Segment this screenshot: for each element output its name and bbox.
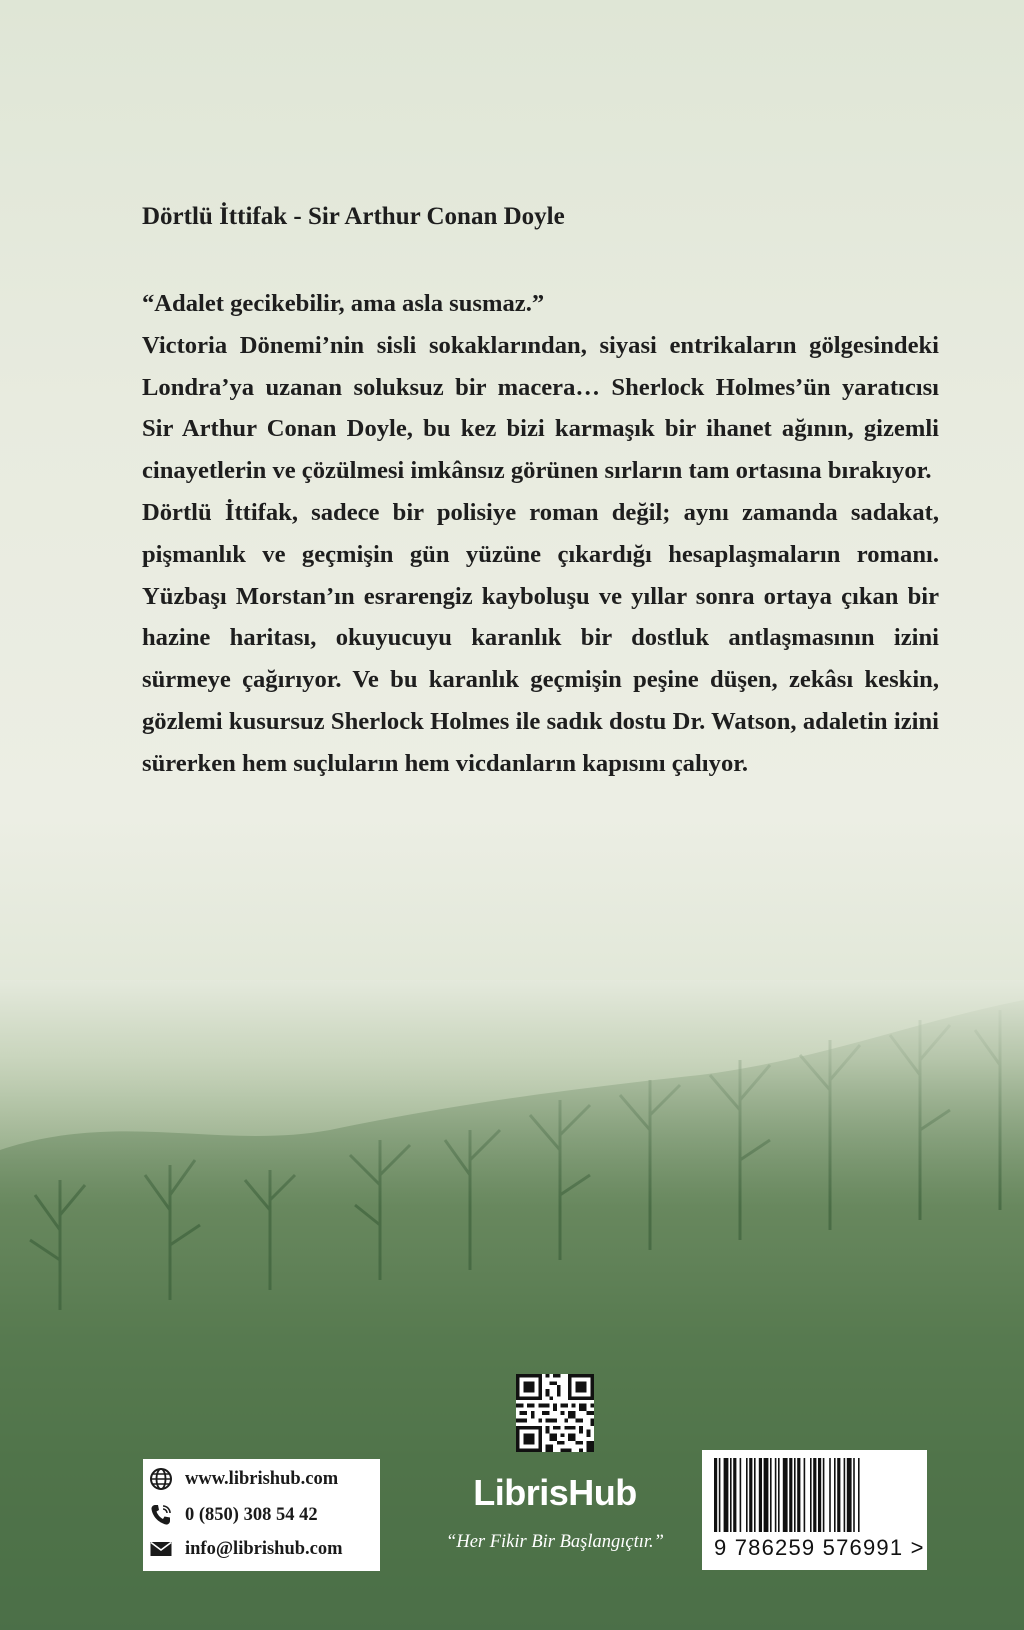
book-title-author: Dörtlü İttifak - Sir Arthur Conan Doyle (142, 203, 565, 230)
barcode-bar (733, 1458, 736, 1532)
barcode-bar (818, 1458, 821, 1532)
barcode-bar (810, 1458, 812, 1532)
barcode-bar (813, 1458, 816, 1532)
barcode-bar (783, 1458, 788, 1532)
barcode-bar (837, 1458, 840, 1532)
barcode-bar (749, 1458, 752, 1532)
barcode-bar (858, 1458, 860, 1532)
barcode-bar (844, 1458, 846, 1532)
barcode-bar (797, 1458, 800, 1532)
barcode-bar (789, 1458, 792, 1532)
publisher-contact-box (143, 1459, 380, 1571)
contact-email: info@librishub.com (185, 1538, 343, 1559)
publisher-logo: LibrisHub (473, 1472, 637, 1513)
barcode-bar (823, 1458, 825, 1532)
barcode-bar (754, 1458, 756, 1532)
barcode-bar (834, 1458, 836, 1532)
barcode-bar (775, 1458, 777, 1532)
blurb-paragraph: Victoria Dönemi’nin sisli sokaklarından, siyasi entrikaların gölgesindeki Londra’ya uzanan soluksuz bir macera… Sherlock Holmes’ün yaratıcısı Sir Arthur Conan Doyle, bu kez bizi karmaşık bir ihanet ağının, gizemli cinayetlerin ve çözülmesi imkânsız görünen sırların tam ortasına bırakıyor. (142, 331, 939, 485)
barcode-bar (764, 1458, 769, 1532)
barcode-bar (853, 1458, 855, 1532)
blurb-quote: “Adalet gecikebilir, ama asla susmaz.” (142, 290, 545, 317)
phone-icon (149, 1503, 173, 1527)
barcode-bar (770, 1458, 772, 1532)
barcode-bar (719, 1458, 721, 1532)
barcode-bar (714, 1458, 717, 1532)
barcode-bar (746, 1458, 748, 1532)
barcode-bar (730, 1458, 732, 1532)
barcode-bar (794, 1458, 796, 1532)
contact-phone: 0 (850) 308 54 42 (185, 1504, 318, 1525)
contact-website: www.librishub.com (185, 1468, 339, 1489)
publisher-slogan: “Her Fikir Bir Başlangıçtır.” (446, 1532, 664, 1552)
blurb-paragraph: Dörtlü İttifak, sadece bir polisiye roman değil; aynı zamanda sadakat, pişmanlık ve geçmişin gün yüzüne çıkardığı hesaplaşmaların romanı. Yüzbaşı Morstan’ın esrarengiz kayboluşu ve yıllar sonra ortaya çıkan bir hazine haritası, okuyucuyu karanlık bir dostluk antlaşmasının izini sürmeye çağırıyor. Ve bu karanlık geçmişin peşine düşen, zekâsı keskin, gözlemi kusursuz Sherlock Holmes ile sadık dostu Dr. Watson, adaletin izini sürerken hem suçluların hem vicdanların kapısını çalıyor. (142, 498, 939, 777)
barcode-bar (829, 1458, 831, 1532)
barcode-bar (740, 1458, 742, 1532)
envelope-icon (149, 1537, 173, 1561)
qr-code-icon (516, 1374, 594, 1452)
globe-icon (149, 1467, 173, 1491)
isbn-digits: 9 786259 576991 > (714, 1535, 925, 1560)
barcode-bar (778, 1458, 780, 1532)
barcode-bar (804, 1458, 806, 1532)
barcode-bar (759, 1458, 762, 1532)
back-cover-blurb (142, 283, 939, 785)
barcode-bar (847, 1458, 852, 1532)
barcode-bar (724, 1458, 729, 1532)
